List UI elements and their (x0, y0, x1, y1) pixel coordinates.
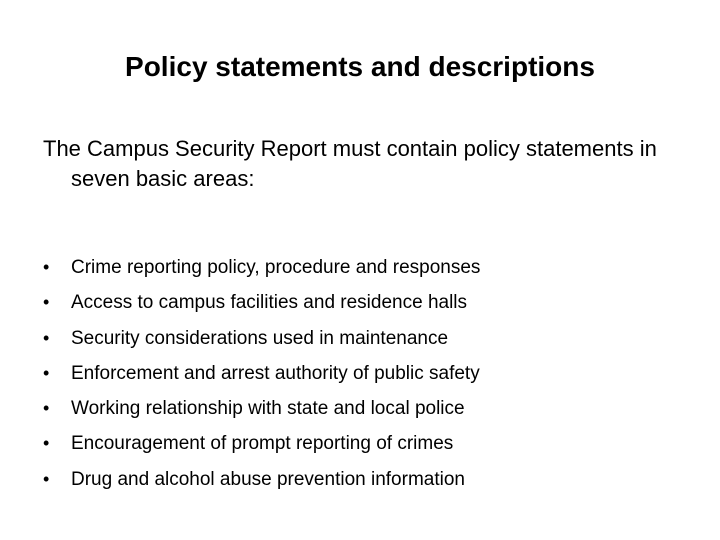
bullet-icon: • (43, 468, 50, 489)
bullet-item (43, 285, 683, 320)
bullet-icon: • (43, 398, 50, 419)
bullet-item (43, 462, 683, 497)
bullet-icon: • (43, 327, 50, 348)
bullet-item-text: Drug and alcohol abuse prevention information (71, 468, 465, 490)
bullet-item (43, 426, 683, 461)
bullet-item-text: Crime reporting policy, procedure and responses (71, 257, 481, 278)
bullet-icon: • (43, 433, 50, 454)
bullet-list (43, 250, 683, 497)
bullet-icon: • (43, 257, 50, 277)
bullet-item (43, 250, 683, 285)
bullet-item-text: Security considerations used in maintenance (71, 327, 449, 349)
bullet-item (43, 391, 683, 426)
bullet-item-text: Enforcement and arrest authority of public safety (71, 362, 480, 384)
slide-title: Policy statements and descriptions (125, 51, 595, 82)
bullet-item (43, 356, 683, 391)
bullet-item-text: Access to campus facilities and residence halls (71, 292, 468, 314)
bullet-item-text: Working relationship with state and local police (71, 398, 465, 420)
intro-text: The Campus Security Report must contain policy statements in seven basic areas: (43, 136, 657, 191)
bullet-item-text: Encouragement of prompt reporting of crimes (71, 433, 454, 455)
bullet-icon: • (43, 292, 50, 313)
bullet-item (43, 321, 683, 356)
bullet-icon: • (43, 362, 50, 383)
